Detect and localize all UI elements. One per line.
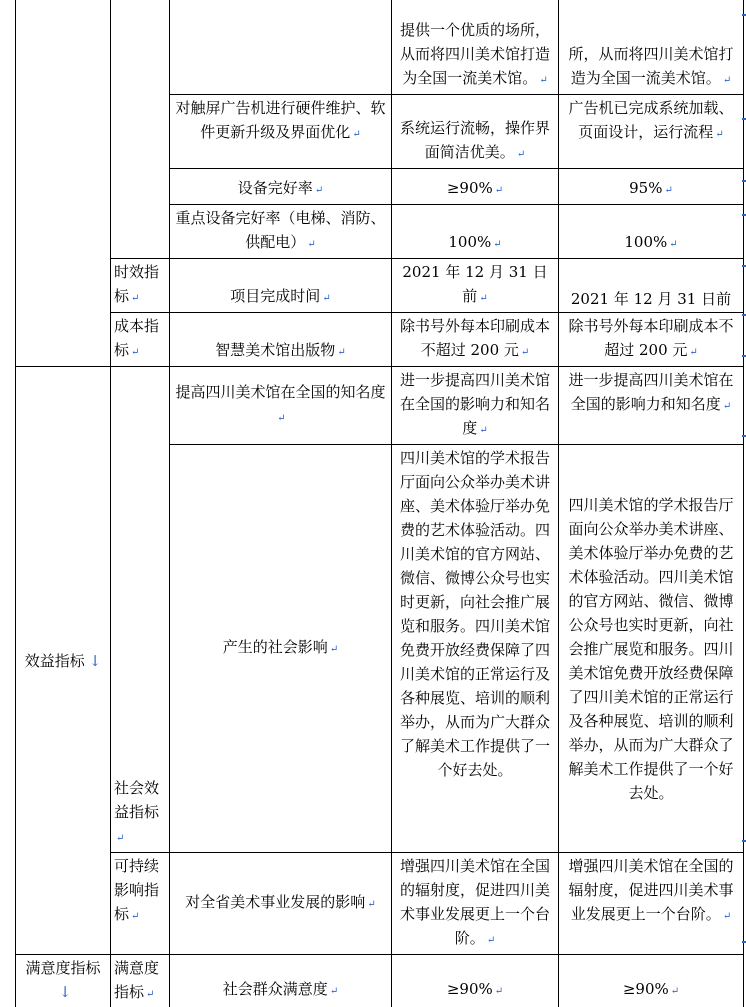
cell-actual-value: 所，从而将四川美术馆打造为全国一流美术馆。 ↵: [559, 0, 744, 95]
cell-first-level: 效益指标 ↓: [16, 367, 111, 955]
row-end-marker: [742, 180, 746, 182]
table-row: [16, 367, 744, 445]
cell-target-value: 2021 年 12 月 31 日前 ↵: [392, 259, 559, 313]
cell-actual-value: 除书号外每本印刷成本不超过 200 元 ↵: [559, 313, 744, 367]
cell-target-value: ≥90% ↵: [392, 955, 559, 1007]
paragraph-mark-icon: ↵: [367, 899, 376, 910]
row-end-marker: [742, 941, 746, 943]
table-row: [16, 955, 744, 1007]
table-row: [16, 853, 744, 955]
cell-actual-value: 增强四川美术馆在全国的辐射度，促进四川美术事业发展更上一个台阶。 ↵: [559, 853, 744, 955]
paragraph-mark-icon: ↵: [664, 185, 673, 196]
cell-second-level-continued: [111, 0, 170, 259]
cell-indicator: 项目完成时间 ↵: [170, 259, 392, 313]
paragraph-mark-icon: ↵: [131, 911, 140, 922]
cell-actual-value: 四川美术馆的学术报告厅面向公众举办美术讲座、美术体验厅举办免费的艺术体验活动。四川美术馆的官方网站、微信、微博公众号也实时更新，向社会推广展览和服务。四川美术馆免费开放经费保障了四川美术馆的正常运行及各种展览、培训的顺利举办，从而为广大群众了解美术工作提供了一个好去处。: [559, 445, 744, 853]
cell-actual-value: 100% ↵: [559, 205, 744, 259]
cell-indicator: 产生的社会影响 ↵: [170, 445, 392, 853]
table-row: [16, 0, 744, 95]
paragraph-mark-icon: ↵: [131, 293, 140, 304]
row-end-marker: [742, 314, 746, 316]
paragraph-mark-icon: ↵: [116, 833, 125, 844]
paragraph-mark-icon: ↵: [479, 425, 488, 436]
paragraph-mark-icon: ↵: [539, 75, 548, 86]
cell-indicator: 重点设备完好率（电梯、消防、供配电） ↵: [170, 205, 392, 259]
paragraph-mark-icon: ↵: [486, 935, 496, 946]
cell-target-value: 除书号外每本印刷成本不超过 200 元 ↵: [392, 313, 559, 367]
cell-actual-value: ≥90% ↵: [559, 955, 744, 1007]
paragraph-mark-icon: ↵: [494, 185, 504, 196]
paragraph-mark-icon: ↵: [722, 401, 732, 412]
arrow-down-icon: ↓: [58, 983, 72, 1001]
cell-second-level: 满意度指标 ↵: [111, 955, 170, 1007]
cell-indicator: 提高四川美术馆在全国的知名度↵: [170, 367, 392, 445]
cell-actual-value: 广告机已完成系统加载、页面设计，运行流程 ↵: [559, 95, 744, 169]
cell-indicator: 设备完好率 ↵: [170, 169, 392, 205]
cell-indicator: 对触屏广告机进行硬件维护、软件更新升级及界面优化 ↵: [170, 95, 392, 169]
paragraph-mark-icon: ↵: [493, 239, 502, 250]
paragraph-mark-icon: ↵: [516, 149, 526, 160]
paragraph-mark-icon: ↵: [722, 911, 732, 922]
paragraph-mark-icon: ↵: [715, 129, 724, 140]
cell-target-value: 系统运行流畅，操作界面简洁优美。 ↵: [392, 95, 559, 169]
paragraph-mark-icon: ↵: [314, 185, 324, 196]
cell-actual-value: 2021 年 12 月 31 日前: [559, 259, 744, 313]
paragraph-mark-icon: ↵: [329, 986, 339, 997]
paragraph-mark-icon: ↵: [329, 644, 339, 655]
paragraph-mark-icon: ↵: [722, 75, 732, 86]
paragraph-mark-icon: ↵: [670, 986, 680, 997]
row-end-marker: [742, 435, 746, 437]
cell-second-level: 可持续影响指标 ↵: [111, 853, 170, 955]
paragraph-mark-icon: ↵: [479, 293, 488, 304]
paragraph-mark-icon: ↵: [307, 239, 316, 250]
cell-target-value: 100% ↵: [392, 205, 559, 259]
row-end-marker: [742, 14, 746, 16]
paragraph-mark-icon: ↵: [669, 239, 678, 250]
row-end-marker: [742, 355, 746, 357]
row-end-marker: [742, 840, 746, 842]
cell-target-value: 提供一个优质的场所，从而将四川美术馆打造为全国一流美术馆。 ↵: [392, 0, 559, 95]
cell-actual-value: 进一步提高四川美术馆在全国的影响力和知名度 ↵: [559, 367, 744, 445]
cell-target-value: 进一步提高四川美术馆在全国的影响力和知名度 ↵: [392, 367, 559, 445]
arrow-down-icon: ↓: [88, 651, 102, 670]
paragraph-mark-icon: ↵: [520, 347, 530, 358]
cell-indicator: 智慧美术馆出版物 ↵: [170, 313, 392, 367]
performance-indicator-table: [15, 0, 744, 1007]
row-end-marker: [742, 118, 746, 120]
paragraph-mark-icon: ↵: [322, 293, 331, 304]
cell-first-level: 满意度指标↓: [16, 955, 111, 1007]
cell-indicator-continued: [170, 0, 392, 95]
row-end-marker: [742, 265, 746, 267]
cell-actual-value: 95% ↵: [559, 169, 744, 205]
cell-second-level: 社会效益指标↵: [111, 367, 170, 853]
cell-second-level: 时效指标 ↵: [111, 259, 170, 313]
paragraph-mark-icon: ↵: [337, 347, 346, 358]
cell-target-value: ≥90% ↵: [392, 169, 559, 205]
cell-target-value: 增强四川美术馆在全国的辐射度，促进四川美术事业发展更上一个台阶。 ↵: [392, 853, 559, 955]
paragraph-mark-icon: ↵: [131, 347, 140, 358]
cell-indicator: 社会群众满意度 ↵: [170, 955, 392, 1007]
row-end-marker: [742, 214, 746, 216]
paragraph-mark-icon: ↵: [146, 989, 155, 1000]
paragraph-mark-icon: ↵: [494, 986, 504, 997]
table-row: [16, 259, 744, 313]
cell-second-level: 成本指标 ↵: [111, 313, 170, 367]
paragraph-mark-icon: ↵: [352, 129, 361, 140]
cell-first-level-continued: [16, 0, 111, 367]
paragraph-mark-icon: ↵: [689, 347, 698, 358]
table-row: [16, 313, 744, 367]
paragraph-mark-icon: ↵: [277, 413, 286, 424]
cell-target-value: 四川美术馆的学术报告厅面向公众举办美术讲座、美术体验厅举办免费的艺术体验活动。四川美术馆的官方网站、微信、微博公众号也实时更新，向社会推广展览和服务。四川美术馆免费开放经费保障了四川美术馆的正常运行及各种展览、培训的顺利举办，从而为广大群众了解美术工作提供了一个好去处。: [392, 445, 559, 853]
cell-indicator: 对全省美术事业发展的影响 ↵: [170, 853, 392, 955]
